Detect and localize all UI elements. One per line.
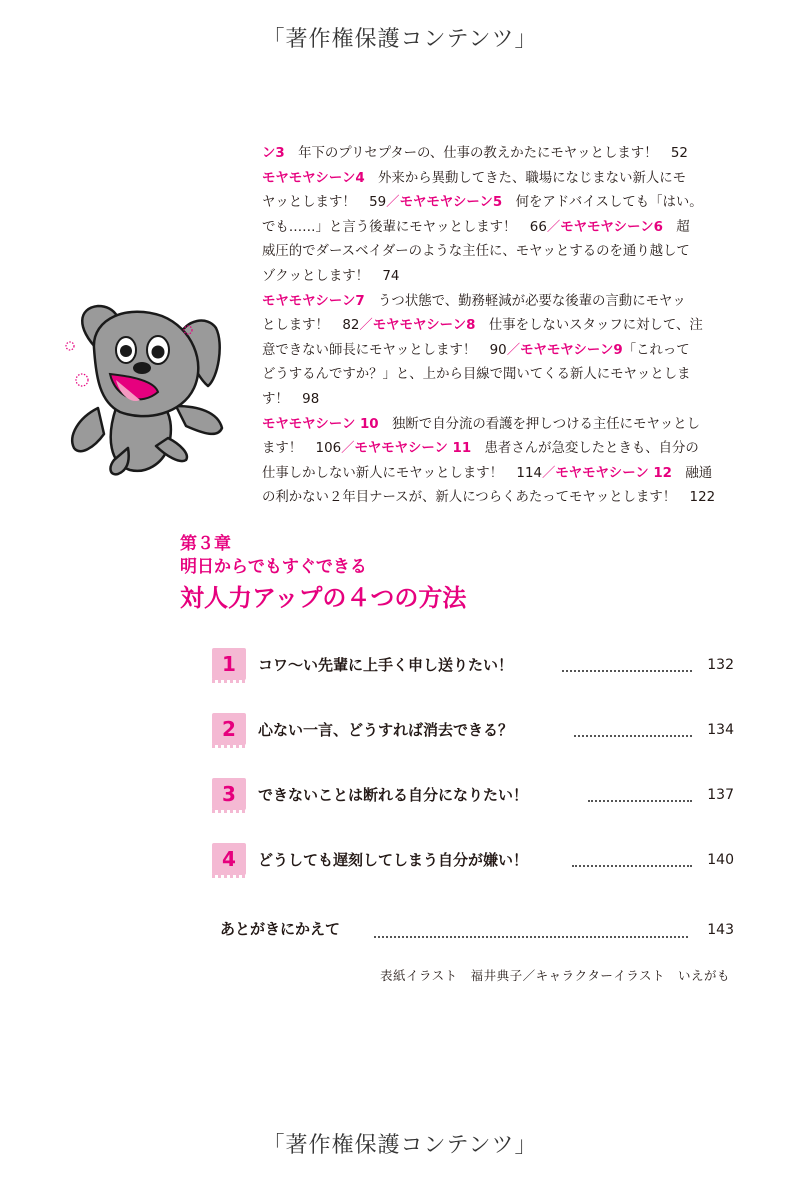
scene-text: 仕事をしないスタッフに対して、注 <box>475 318 703 334</box>
scene-list-line <box>262 363 740 388</box>
item-page-number: 134 <box>707 722 734 738</box>
dot-leader <box>572 851 692 867</box>
scene-label: モヤモヤシーン5 <box>399 195 503 211</box>
scene-list-line <box>262 462 740 487</box>
scene-list-line <box>262 265 740 290</box>
item-number-badge: 2 <box>212 713 246 745</box>
scene-list-line <box>262 339 740 364</box>
separator-slash: ／ <box>541 465 556 481</box>
scene-label: モヤモヤシーン 10 <box>262 416 379 432</box>
scene-list-line <box>262 290 740 315</box>
separator-slash: ／ <box>359 318 373 334</box>
chapter-subtitle: 明日からでもすぐできる <box>180 557 367 577</box>
toc-item-3[interactable] <box>212 778 734 812</box>
item-page-number: 140 <box>707 852 734 868</box>
scene-text: 年下のプリセプターの、仕事の教えかたにモヤッとします！ 52 <box>284 146 688 161</box>
scene-text: ゾクッとします！ 74 <box>262 268 400 284</box>
scene-text: 融通 <box>672 465 713 481</box>
scene-text: 患者さんが急変したときも、自分の <box>471 441 699 457</box>
scene-list-line <box>262 167 740 192</box>
scene-label: モヤモヤシーン8 <box>372 318 476 334</box>
scene-text: 独断で自分流の看護を押しつける主任にモヤッとし <box>378 416 701 432</box>
watermark-bottom: 「著作権保護コンテンツ」 <box>262 1133 538 1158</box>
scene-list-line <box>262 413 740 438</box>
afterword-page-number: 143 <box>707 922 734 938</box>
separator-slash: ／ <box>386 195 400 211</box>
scene-text: うつ状態で、勤務軽減が必要な後輩の言動にモヤッ <box>364 293 686 309</box>
dot-leader <box>562 656 692 672</box>
scene-list-line <box>262 437 740 462</box>
watermark-top: 「著作権保護コンテンツ」 <box>262 27 538 52</box>
separator-slash: ／ <box>506 342 521 358</box>
item-page-number: 137 <box>707 787 734 803</box>
item-number-badge: 1 <box>212 648 246 680</box>
scene-text: ます！ 106 <box>262 441 342 457</box>
scene-text: ヤッとします！ 59 <box>262 195 387 211</box>
scene-label: モヤモヤシーン 11 <box>354 441 472 457</box>
scene-list-continued <box>262 142 740 511</box>
item-number-badge: 3 <box>212 778 246 810</box>
scene-text: でも……」と言う後輩にモヤッとします！ 66 <box>262 219 547 235</box>
chapter-heading <box>180 533 466 615</box>
scene-text: 意できない師長にモヤッとします！ 90 <box>262 342 507 358</box>
scene-text: どうするんですか？」と、上から目線で聞いてくる新人にモヤッとしま <box>262 367 691 383</box>
item-title: できないことは断れる自分になりたい！ <box>258 786 529 804</box>
scene-list-line <box>262 486 740 511</box>
scene-list-line <box>262 314 740 339</box>
scene-label: ン3 <box>262 146 285 161</box>
scene-text: す！ 98 <box>262 391 320 407</box>
scene-list-line <box>262 191 740 216</box>
scene-list-line <box>262 240 740 265</box>
scene-list-line <box>262 216 740 241</box>
scene-label: モヤモヤシーン7 <box>262 293 365 309</box>
scene-text: 超 <box>662 219 690 235</box>
chapter-number: 第３章 <box>180 534 231 554</box>
scene-text: 仕事しかしない新人にモヤッとします！ 114 <box>262 465 542 481</box>
toc-afterword[interactable] <box>220 918 734 944</box>
scene-label: モヤモヤシーン9 <box>520 342 623 358</box>
scene-text: とします！ 82 <box>262 318 360 334</box>
scene-list-line <box>262 142 740 167</box>
scene-text: 「これって <box>622 342 690 358</box>
toc-item-1[interactable] <box>212 648 734 682</box>
scene-text: 威圧的でダースベイダーのような主任に、モヤッとするのを通り越して <box>262 244 690 260</box>
item-title: 心ない一言、どうすれば消去できる？ <box>258 721 514 739</box>
separator-slash: ／ <box>546 219 561 235</box>
scene-text: 何をアドバイスしても「はい。 <box>502 195 703 211</box>
scene-text: 外来から異動してきた、職場になじまない新人にモ <box>364 170 687 186</box>
afterword-title: あとがきにかえて <box>220 920 341 938</box>
dog-mascot-illustration <box>58 288 238 478</box>
dot-leader <box>374 922 688 938</box>
illustration-credits: 表紙イラスト 福井典子／キャラクターイラスト いえがも <box>379 968 730 983</box>
scene-label: モヤモヤシーン6 <box>560 219 663 235</box>
chapter-title: 対人力アップの４つの方法 <box>180 584 467 612</box>
dot-leader <box>588 786 692 802</box>
separator-slash: ／ <box>341 441 355 457</box>
scene-text: の利かない２年目ナースが、新人につらくあたってモヤッとします！ 122 <box>262 490 716 506</box>
item-title: どうしても遅刻してしまう自分が嫌い！ <box>258 851 529 869</box>
toc-item-2[interactable] <box>212 713 734 747</box>
scene-list-line <box>262 388 740 413</box>
item-title: コワ〜い先輩に上手く申し送りたい！ <box>258 656 514 674</box>
item-number-badge: 4 <box>212 843 246 875</box>
item-page-number: 132 <box>707 657 734 673</box>
scene-label: モヤモヤシーン4 <box>262 170 365 186</box>
toc-item-4[interactable] <box>212 843 734 877</box>
dot-leader <box>574 721 692 737</box>
scene-label: モヤモヤシーン 12 <box>555 465 673 481</box>
